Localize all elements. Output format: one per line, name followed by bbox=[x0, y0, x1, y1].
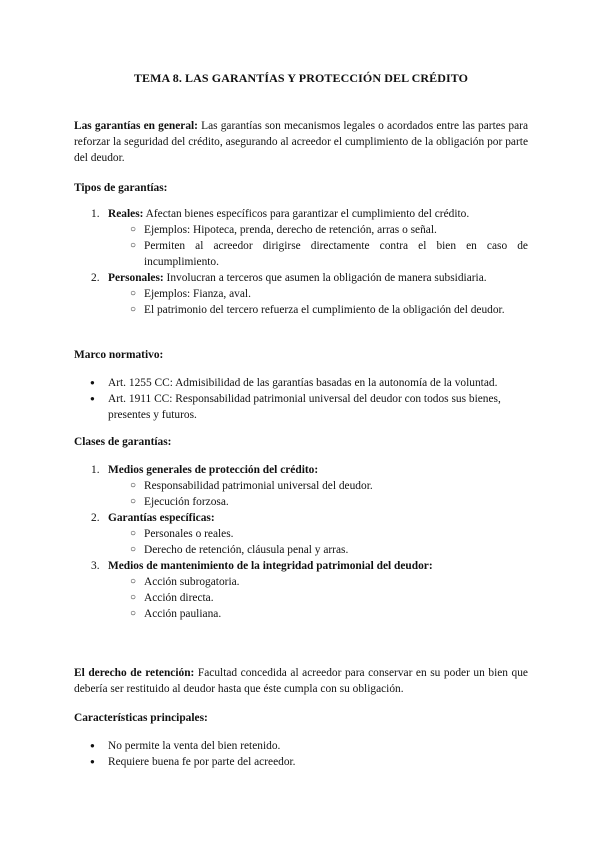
sub-bullet-icon: ○ bbox=[130, 528, 137, 539]
sub-list-text: Permiten al acreedor dirigirse directamente contra el bien en caso de incumplimiento. bbox=[144, 240, 528, 268]
list-term: Medios de mantenimiento de la integridad patrimonial del deudor: bbox=[108, 560, 433, 572]
sub-list-text: Ejecución forzosa. bbox=[144, 496, 229, 508]
intro-term: Las garantías en general: bbox=[74, 120, 198, 132]
sub-bullet-icon: ○ bbox=[130, 288, 137, 299]
sub-list-text: Derecho de retención, cláusula penal y arras. bbox=[144, 544, 349, 556]
sub-list-text: Responsabilidad patrimonial universal del deudor. bbox=[144, 480, 373, 492]
sub-bullet-icon: ○ bbox=[130, 592, 137, 603]
bullet-icon: ● bbox=[90, 378, 95, 387]
sub-bullet-icon: ○ bbox=[130, 496, 137, 507]
page-title: TEMA 8. LAS GARANTÍAS Y PROTECCIÓN DEL CRÉDITO bbox=[133, 71, 469, 85]
sub-list-text: Acción pauliana. bbox=[144, 608, 222, 620]
sub-bullet-icon: ○ bbox=[130, 608, 137, 619]
marco-heading: Marco normativo: bbox=[74, 349, 164, 361]
list-number: 2. bbox=[91, 272, 100, 284]
bullet-text: Art. 1255 CC: Admisibilidad de las garantías basadas en la autonomía de la voluntad. bbox=[108, 377, 498, 389]
retencion-paragraph bbox=[74, 665, 528, 697]
bullet-text: Requiere buena fe por parte del acreedor. bbox=[108, 756, 296, 768]
bullet-icon: ● bbox=[90, 394, 95, 403]
intro-text: Las garantías son mecanismos legales o acordados entre las partes para reforzar la seguridad del crédito, asegurando al acreedor el cumplimiento de la obligación por parte del deudor. bbox=[74, 120, 528, 164]
sub-bullet-icon: ○ bbox=[130, 544, 137, 555]
bullet-text: Art. 1911 CC: Responsabilidad patrimonial universal del deudor con todos sus bienes, presentes y futuros. bbox=[108, 393, 501, 421]
sub-bullet-icon: ○ bbox=[130, 480, 137, 491]
sub-list-text: Ejemplos: Fianza, aval. bbox=[144, 288, 251, 300]
sub-list-text: Acción directa. bbox=[144, 592, 214, 604]
list-term: Garantías específicas: bbox=[108, 512, 215, 524]
sub-bullet-icon: ○ bbox=[130, 304, 137, 315]
list-term: Medios generales de protección del crédito: bbox=[108, 464, 319, 476]
list-text: Involucran a terceros que asumen la obligación de manera subsidiaria. bbox=[163, 272, 487, 284]
caracteristicas-heading: Características principales: bbox=[74, 712, 208, 724]
sub-list-text: Personales o reales. bbox=[144, 528, 234, 540]
list-number: 3. bbox=[91, 560, 100, 572]
sub-bullet-icon: ○ bbox=[130, 576, 137, 587]
list-term: Personales: bbox=[108, 272, 164, 284]
list-term: Reales: bbox=[108, 208, 144, 220]
clases-heading: Clases de garantías: bbox=[74, 436, 172, 448]
sub-list-text: Acción subrogatoria. bbox=[144, 576, 240, 588]
tipos-heading: Tipos de garantías: bbox=[74, 182, 168, 194]
sub-list-text: El patrimonio del tercero refuerza el cumplimiento de la obligación del deudor. bbox=[144, 304, 505, 316]
bullet-text: No permite la venta del bien retenido. bbox=[108, 740, 281, 752]
sub-bullet-icon: ○ bbox=[130, 240, 137, 251]
retencion-term: El derecho de retención: bbox=[74, 667, 195, 679]
retencion-text: Facultad concedida al acreedor para conservar en su poder un bien que debería ser restituido al deudor hasta que éste cumpla con su obligación. bbox=[74, 667, 528, 695]
intro-paragraph bbox=[74, 118, 528, 166]
bullet-icon: ● bbox=[90, 757, 95, 766]
sub-list-text: Ejemplos: Hipoteca, prenda, derecho de retención, arras o señal. bbox=[144, 224, 437, 236]
list-text: Afectan bienes específicos para garantizar el cumplimiento del crédito. bbox=[143, 208, 470, 220]
bullet-icon: ● bbox=[90, 741, 95, 750]
list-number: 2. bbox=[91, 512, 100, 524]
sub-bullet-icon: ○ bbox=[130, 224, 137, 235]
list-number: 1. bbox=[91, 208, 100, 220]
list-number: 1. bbox=[91, 464, 100, 476]
